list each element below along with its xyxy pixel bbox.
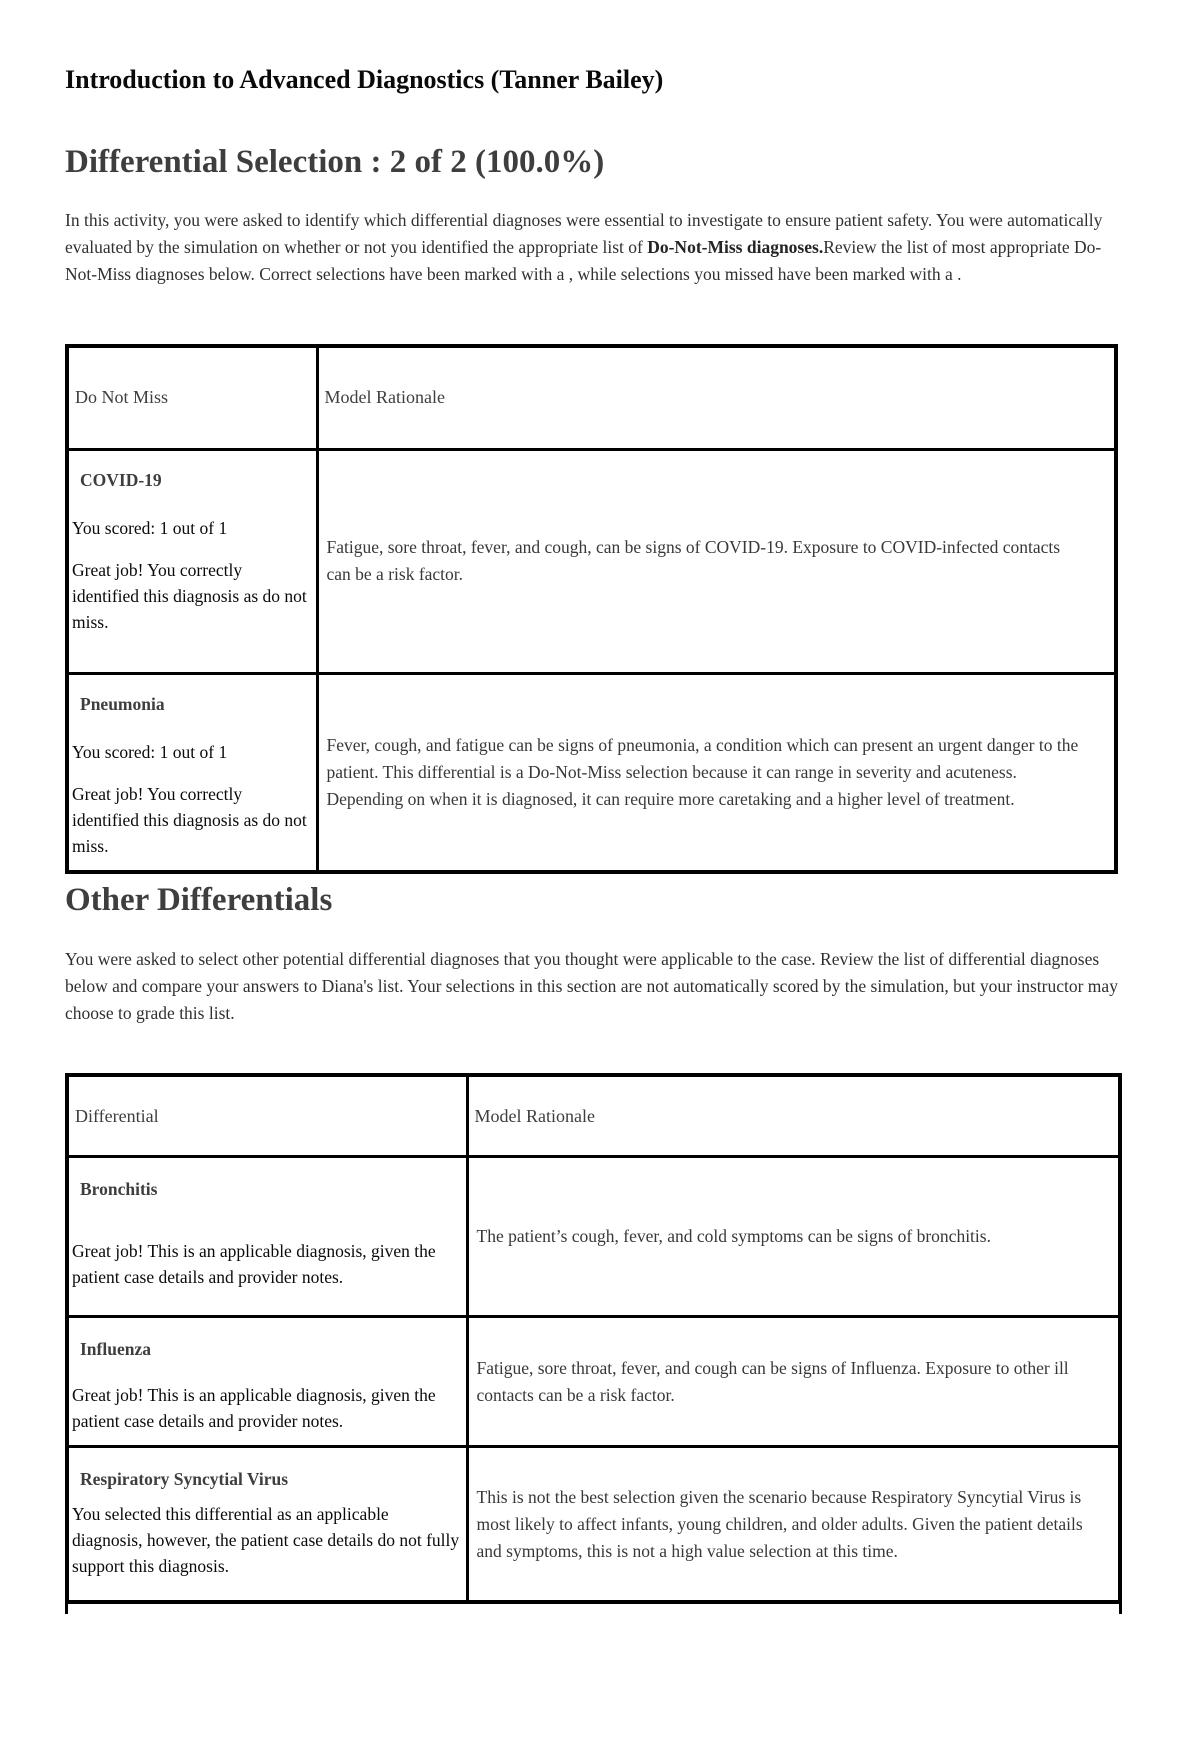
diagnosis-score: You scored: 1 out of 1 [72, 517, 228, 538]
diagnosis-feedback: Great job! You correctly identified this diagnosis as do not miss. [72, 783, 307, 856]
intro-text-bold-do-not-miss: Do-Not-Miss diagnoses. [647, 236, 824, 257]
diagnosis-title: Influenza [80, 1339, 151, 1360]
section-heading-other-differentials: Other Differentials [65, 881, 333, 918]
model-rationale-column-header: Model Rationale [467, 1075, 1120, 1157]
do-not-miss-header-row [67, 346, 1116, 450]
intro-text-before: In this activity, you were asked to identify which differential diagnoses were essential to investigate to ensure patient safety. You were automatically evaluated by the simulation on whether or not you identified the appropriate list of [65, 209, 1103, 257]
diagnosis-feedback: Great job! You correctly identified this diagnosis as do not miss. [72, 559, 307, 632]
rationale-cell: The patient’s cough, fever, and cold symptoms can be signs of bronchitis. [467, 1157, 1120, 1317]
other-differentials-intro: You were asked to select other potential differential diagnoses that you thought were applicable to the case. Review the list of differential diagnoses below and compare your answers to Diana's list. Your selections in this section are not automatically scored by the simulation, but your instructor may choose to grade this list. [65, 949, 1118, 1024]
rationale-cell: Fatigue, sore throat, fever, and cough can be signs of Influenza. Exposure to other ill contacts can be a risk factor. [467, 1317, 1120, 1447]
report-page [0, 64, 1191, 1614]
other-differentials-header-row [67, 1075, 1120, 1157]
diagnosis-feedback: Great job! This is an applicable diagnosis, given the patient case details and provider notes. [72, 1385, 436, 1432]
do-not-miss-table [65, 344, 1118, 874]
intro-text-after: Review the list of most appropriate Do-Not-Miss diagnoses below. Correct selections have been marked with a , while selections you missed have been marked with a . [65, 236, 1102, 284]
table-row-influenza [67, 1317, 1120, 1447]
diagnosis-score: You scored: 1 out of 1 [72, 741, 228, 762]
differential-column-header: Differential [67, 1075, 467, 1157]
diagnosis-title: Respiratory Syncytial Virus [80, 1469, 289, 1490]
diagnosis-title: Pneumonia [80, 693, 165, 714]
rationale-cell: Fever, cough, and fatigue can be signs of pneumonia, a condition which can present an urgent danger to the patient. This differential is a Do-Not-Miss selection because it can range in severity and acuteness. Depending on when it is diagnosed, it can require more caretaking and a higher level of treatment. [317, 673, 1116, 872]
diagnosis-feedback: Great job! This is an applicable diagnosis, given the patient case details and provider notes. [72, 1241, 436, 1288]
other-differentials-table [65, 1073, 1122, 1604]
do-not-miss-column-header: Do Not Miss [67, 346, 317, 450]
diagnosis-feedback: You selected this differential as an applicable diagnosis, however, the patient case details do not fully support this diagnosis. [72, 1504, 460, 1577]
rationale-cell: Fatigue, sore throat, fever, and cough, can be signs of COVID-19. Exposure to COVID-infected contacts can be a risk factor. [317, 449, 1116, 673]
diagnosis-title: Bronchitis [80, 1179, 158, 1200]
clipped-next-row-border [65, 1604, 1122, 1614]
diagnosis-cell [67, 1317, 467, 1447]
course-title: Introduction to Advanced Diagnostics (Tanner Bailey) [65, 65, 664, 94]
diagnosis-cell [67, 673, 317, 872]
differential-selection-intro [65, 207, 1130, 288]
table-row-respiratory-syncytial-virus [67, 1447, 1120, 1603]
diagnosis-cell [67, 1447, 467, 1603]
section-heading-differential-selection: Differential Selection : 2 of 2 (100.0%) [65, 144, 605, 181]
rationale-cell: This is not the best selection given the scenario because Respiratory Syncytial Virus is most likely to affect infants, young children, and older adults. Given the patient details and symptoms, this is not a high value selection at this time. [467, 1447, 1120, 1603]
table-row-bronchitis [67, 1157, 1120, 1317]
table-row-covid19 [67, 449, 1116, 673]
model-rationale-column-header: Model Rationale [317, 346, 1116, 450]
diagnosis-title: COVID-19 [80, 469, 162, 490]
diagnosis-cell [67, 449, 317, 673]
diagnosis-cell [67, 1157, 467, 1317]
table-row-pneumonia [67, 673, 1116, 872]
